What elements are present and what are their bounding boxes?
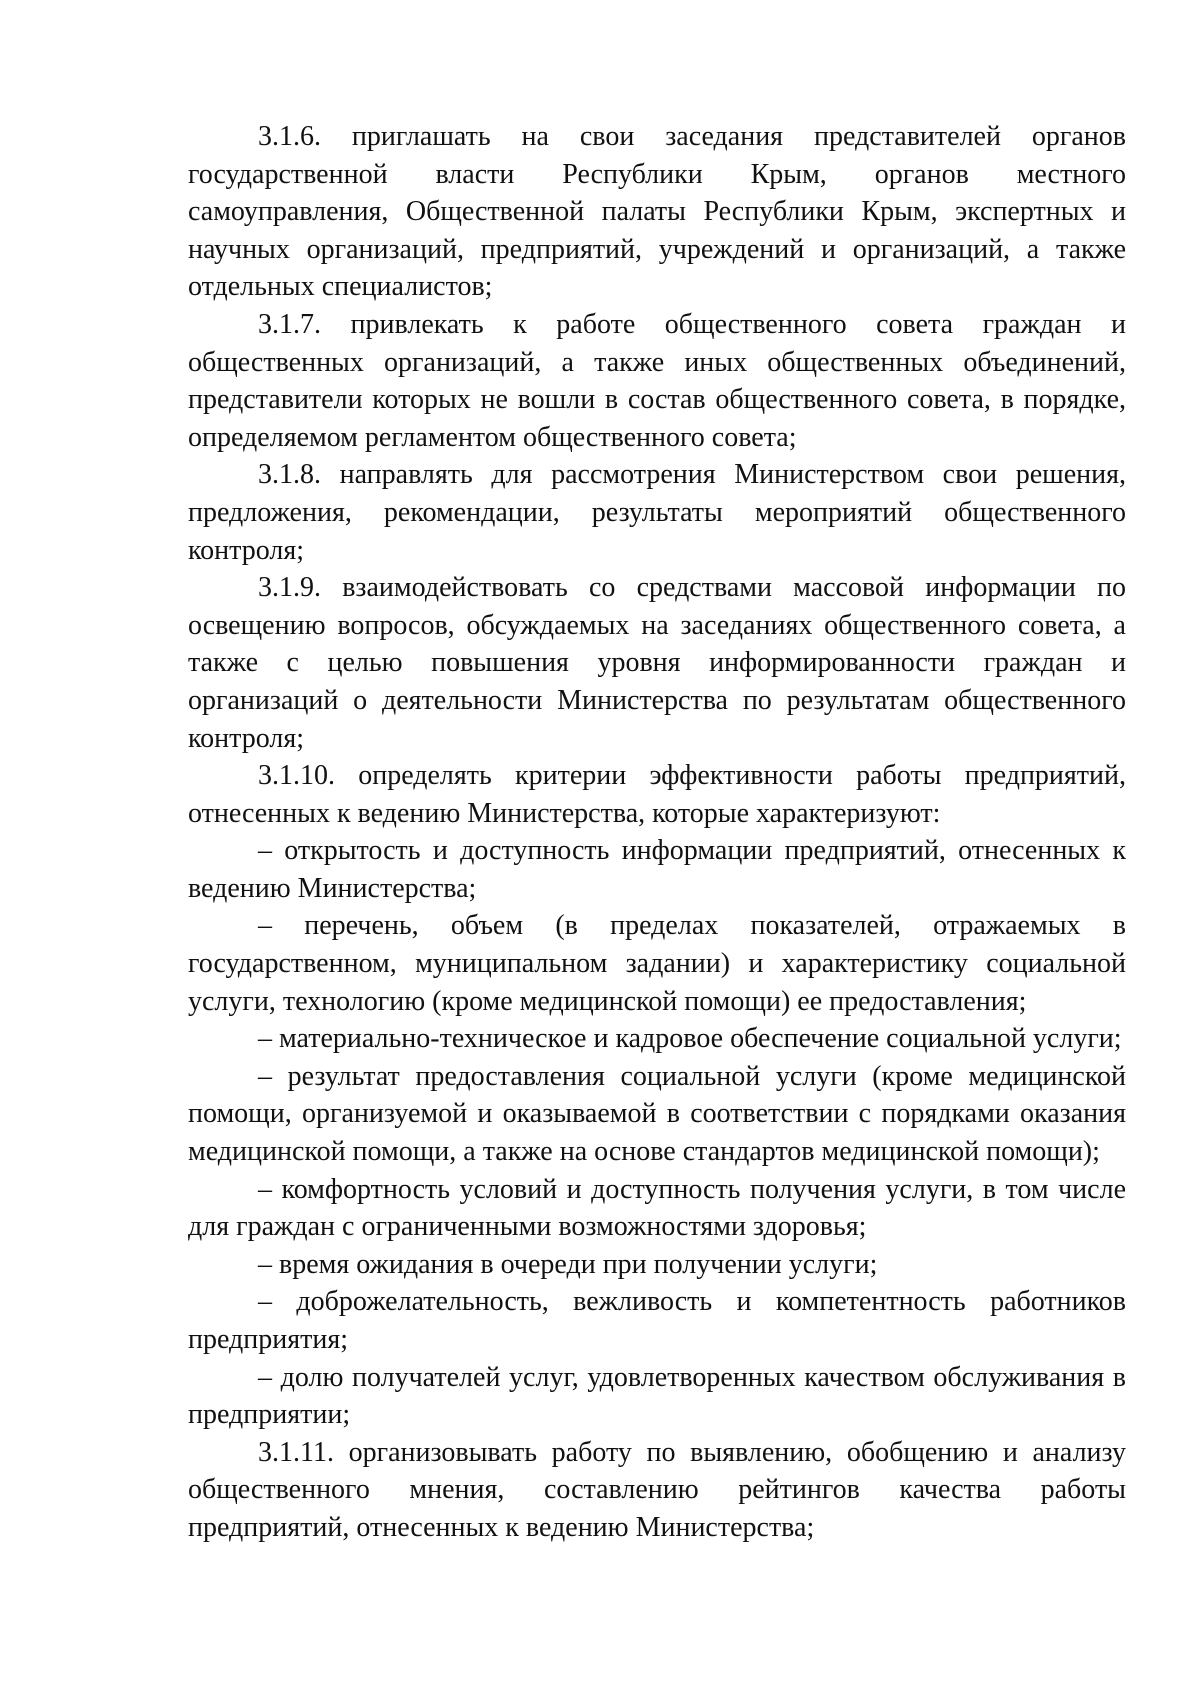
criteria-item-service-list: – перечень, объем (в пределах показателей, отражаемых в государственном, муниципальном задании) и характеристику социальной услуги, технологию (кроме медицинской помощи) ее предоставления;: [188, 910, 1126, 1017]
criteria-item-result: – результат предоставления социальной услуги (кроме медицинской помощи, организуемой и оказываемой в соответствии с порядками оказания медицинской помощи, а также на основе стандартов медицинской помощи);: [188, 1060, 1126, 1168]
criteria-item-resources: – материально-техническое и кадровое обеспечение социальной услуги;: [258, 1023, 1122, 1055]
document-body: [188, 118, 1126, 1547]
criteria-item-openness: – открытость и доступность информации предприятий, отнесенных к ведению Министерства;: [188, 835, 1126, 904]
criteria-item-comfort: – комфортность условий и доступность получения услуги, в том числе для граждан с ограниченными возможностями здоровья;: [188, 1173, 1126, 1243]
paragraph-3-1-8: 3.1.8. направлять для рассмотрения Министерством свои решения, предложения, рекомендации, результаты мероприятий общественного контроля;: [188, 459, 1126, 566]
paragraph-3-1-10: 3.1.10. определять критерии эффективности работы предприятий, отнесенных к ведению Министерства, которые характеризуют:: [188, 760, 1126, 829]
paragraph-3-1-9: 3.1.9. взаимодействовать со средствами массовой информации по освещению вопросов, обсуждаемых на заседаниях общественного совета, а также с целью повышения уровня информированности граждан и организаций о деятельности Министерства по результатам общественного контроля;: [188, 572, 1126, 754]
criteria-item-waiting-time: – время ожидания в очереди при получении услуги;: [258, 1248, 878, 1280]
paragraph-3-1-6: 3.1.6. приглашать на свои заседания представителей органов государственной власти Республики Крым, органов местного самоуправления, Общественной палаты Республики Крым, экспертных и научных организаций, предприятий, учреждений и организаций, а также отдельных специалистов;: [188, 121, 1126, 303]
criteria-item-staff: – доброжелательность, вежливость и компетентность работников предприятия;: [188, 1286, 1126, 1355]
paragraph-3-1-7: 3.1.7. привлекать к работе общественного совета граждан и общественных организаций, а также иных общественных объединений, представители которых не вошли в состав общественного совета, в порядке, определяемом регламентом общественного совета;: [188, 308, 1126, 453]
paragraph-3-1-11: 3.1.11. организовывать работу по выявлению, обобщению и анализу общественного мнения, составлению рейтингов качества работы предприятий, отнесенных к ведению Министерства;: [188, 1436, 1126, 1543]
criteria-item-satisfaction: – долю получателей услуг, удовлетворенных качеством обслуживания в предприятии;: [188, 1361, 1126, 1431]
